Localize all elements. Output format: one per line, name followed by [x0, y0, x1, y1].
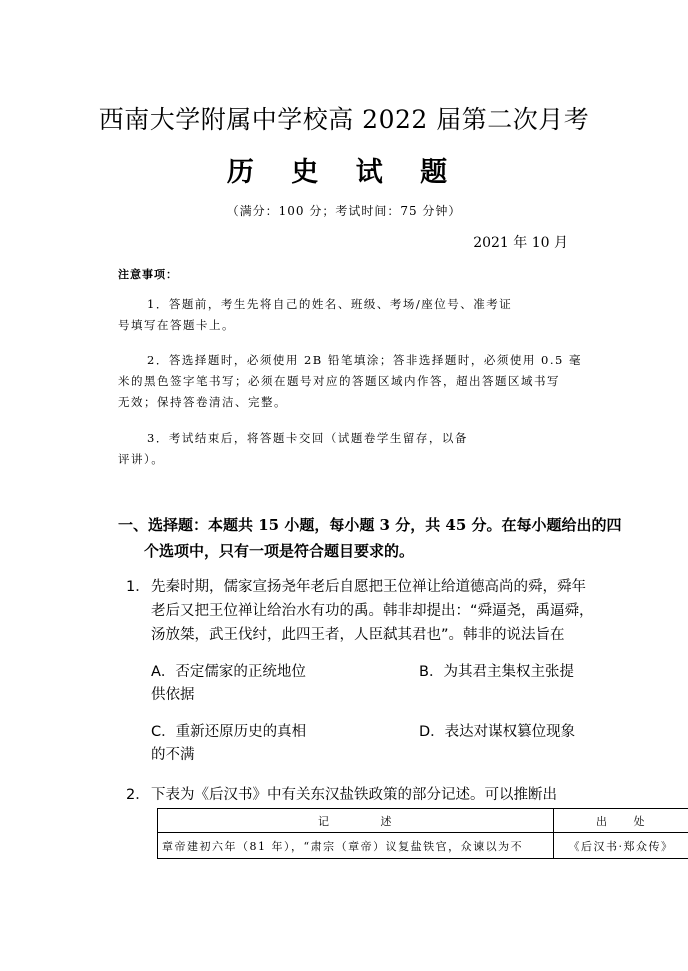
- question-2-number: 2．: [126, 787, 150, 803]
- table-cell-source: 《后汉书·郑众传》: [554, 833, 688, 859]
- score-time-line: （满分：100 分；考试时间：75 分钟）: [226, 204, 462, 218]
- question-1-option-c: C．重新还原历史的真相: [151, 724, 307, 740]
- section-1-heading-line-2: 个选项中，只有一项是符合题目要求的。: [144, 542, 415, 560]
- exam-date: 2021 年 10 月: [473, 235, 568, 251]
- question-1-option-b: B．为其君主集权主张提: [419, 664, 574, 680]
- notice-item-3-line-2: 评讲）。: [118, 452, 165, 466]
- table-row: [158, 833, 688, 859]
- exam-title: 西南大学附属中学校高 2022 届第二次月考: [98, 105, 590, 134]
- question-2-line-1: 下表为《后汉书》中有关东汉盐铁政策的部分记述。可以推断出: [151, 787, 557, 803]
- table-header-source: 出 处: [554, 809, 688, 833]
- notice-item-2-line-1: 2．答选择题时，必须使用 2B 铅笔填涂；答非选择题时，必须使用 0.5 毫: [147, 353, 582, 367]
- table-header-row: [158, 809, 688, 833]
- notice-item-2-line-2: 米的黑色签字笔书写；必须在题号对应的答题区域内作答，超出答题区域书写: [118, 374, 560, 388]
- question-1-line-3: 汤放桀，武王伐纣，此四王者，人臣弑其君也”。韩非的说法旨在: [151, 627, 565, 643]
- salt-iron-policy-table: [157, 808, 688, 859]
- notice-item-3-line-1: 3．考试结束后，将答题卡交回（试题卷学生留存，以备: [147, 431, 468, 445]
- question-1-number: 1．: [126, 579, 150, 595]
- question-1-option-d: D．表达对谋权篡位现象: [419, 724, 576, 740]
- subject-title: 历 史 试 题: [226, 157, 462, 188]
- table-header-record: 记 述: [158, 809, 554, 833]
- question-1-line-2: 老后又把王位禅让给治水有功的禹。韩非却提出：“舜逼尧，禹逼舜，: [151, 603, 594, 619]
- notice-item-2-line-3: 无效；保持答卷清洁、完整。: [118, 395, 287, 409]
- table-cell-record: 章帝建初六年（81 年），“肃宗（章帝）议复盐铁官，众谏以为不: [158, 833, 554, 859]
- question-1-option-b-continued: 供依据: [151, 687, 195, 703]
- notice-item-1-line-2: 号填写在答题卡上。: [118, 318, 235, 332]
- question-1-option-a: A．否定儒家的正统地位: [151, 664, 306, 680]
- section-1-heading-line-1: 一、选择题：本题共 15 小题，每小题 3 分，共 45 分。在每小题给出的四: [118, 516, 622, 534]
- question-1-option-d-continued: 的不满: [151, 747, 195, 763]
- notice-item-1-line-1: 1．答题前，考生先将自己的姓名、班级、考场/座位号、准考证: [147, 297, 513, 311]
- question-1-line-1: 先秦时期，儒家宣扬尧年老后自愿把王位禅让给道德高尚的舜，舜年: [151, 579, 586, 595]
- notice-heading: 注意事项：: [118, 268, 178, 281]
